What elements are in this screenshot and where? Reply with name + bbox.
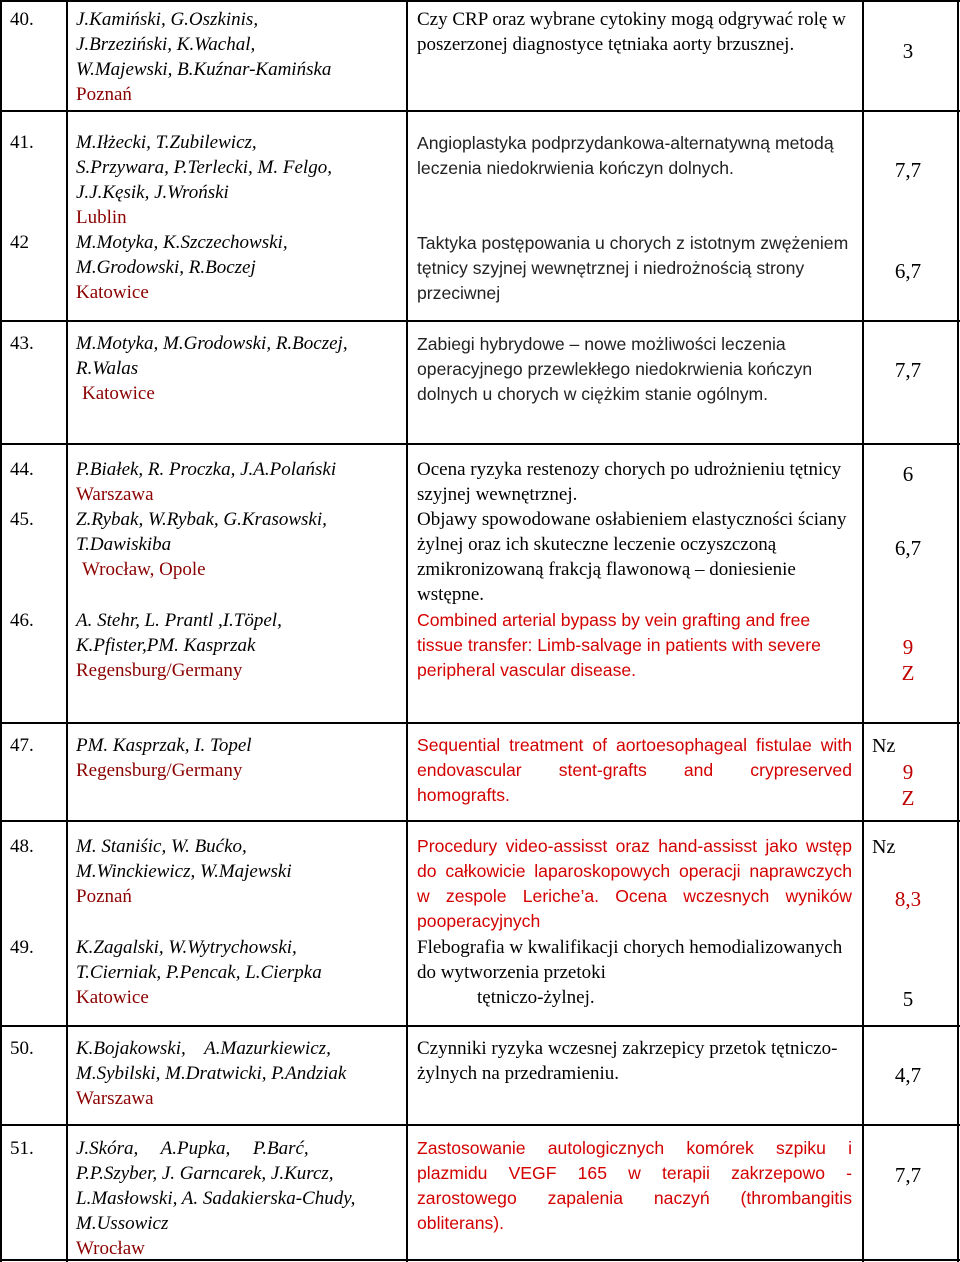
author-list (76, 608, 396, 683)
author-line: M.Motyka, M.Grodowski, R.Boczej, (76, 333, 348, 354)
score: 7,7 (894, 358, 922, 382)
abstract-title: Taktyka postępowania u chorych z istotnym zwężeniem tętnicy szyjnej wewnętrznej i niedrożnością strony przeciwnej (417, 233, 849, 303)
score: 6,7 (894, 259, 922, 283)
city-label: Regensburg/Germany (76, 660, 243, 681)
row-number: 42 (10, 232, 29, 253)
row-number: 45. (10, 509, 34, 530)
row-divider (0, 820, 960, 822)
row-divider (0, 1124, 960, 1126)
author-line: M.Iłżecki, T.Zubilewicz, (76, 132, 257, 153)
author-line: T.Dawiskiba (76, 534, 172, 555)
row-number: 48. (10, 836, 34, 857)
abstract-title: Czy CRP oraz wybrane cytokiny mogą odgrywać rolę w poszerzonej diagnostyce tętniaka aorty brzusznej. (417, 9, 846, 55)
city-label: Katowice (82, 383, 155, 404)
abstract-title-continuation: tętniczo-żylnej. (477, 987, 595, 1008)
city-label: Poznań (76, 84, 132, 105)
row-divider (0, 320, 960, 322)
author-line: K.Zagalski, W.Wytrychowski, (76, 937, 297, 958)
author-line: J.Skóra, A.Pupka, P.Barć, (76, 1138, 309, 1159)
author-list (76, 130, 396, 230)
table-border-left (0, 0, 2, 1262)
row-divider (0, 1025, 960, 1027)
abstract-title: Ocena ryzyka restenozy chorych po udrożnieniu tętnicy szyjnej wewnętrznej. (417, 459, 842, 505)
author-line: L.Masłowski, A. Sadakierska-Chudy, (76, 1188, 356, 1209)
score: 7,7 (894, 158, 922, 182)
score (862, 634, 954, 686)
author-list (76, 935, 396, 1010)
row-divider (0, 110, 960, 112)
score-suffix: Z (901, 661, 915, 685)
table-border-right (957, 0, 959, 1262)
author-list (76, 834, 396, 909)
author-line: K.Bojakowski, A.Mazurkiewicz, (76, 1038, 331, 1059)
author-line: M.Sybilski, M.Dratwicki, P.Andziak (76, 1063, 347, 1084)
abstract-title: Zastosowanie autologicznych komórek szpiku i plazmidu VEGF 165 w terapii zakrzepowo - zarostowego zapalenia naczyń (thrombangitis obliterans). (417, 1138, 852, 1233)
author-line: S.Przywara, P.Terlecki, M. Felgo, (76, 157, 332, 178)
author-line: P.P.Szyber, J. Garncarek, J.Kurcz, (76, 1163, 334, 1184)
abstract-title: Sequential treatment of aortoesophageal fistulae with endovascular stent-grafts and crypreserved homografts. (417, 735, 852, 805)
author-line: P.Białek, R. Proczka, J.A.Polański (76, 459, 337, 480)
author-line: R.Walas (76, 358, 139, 379)
author-line: K.Pfister,PM. Kasprzak (76, 635, 256, 656)
author-line: J.J.Kęsik, J.Wroński (76, 182, 229, 203)
author-line: J.Brzeziński, K.Wachal, (76, 34, 256, 55)
score: 4,7 (894, 1063, 922, 1087)
author-list (76, 230, 396, 305)
abstract-title (417, 935, 852, 1010)
row-divider (0, 443, 960, 445)
score-prefix: Nz (872, 735, 896, 757)
row-number: 46. (10, 610, 34, 631)
score: 7,7 (894, 1163, 922, 1187)
score: 6,7 (894, 536, 922, 560)
row-number: 47. (10, 735, 34, 756)
row-number: 41. (10, 132, 34, 153)
row-number: 43. (10, 333, 34, 354)
abstract-title: Objawy spowodowane osłabieniem elastyczności ściany żylnej oraz ich skuteczne leczenie oczyszczoną zmikronizowaną frakcją flawonową – doniesienie wstępne. (417, 509, 847, 605)
abstract-title: Czynniki ryzyka wczesnej zakrzepicy przetok tętniczo-żylnych na przedramieniu. (417, 1038, 838, 1084)
city-label: Lublin (76, 207, 127, 228)
score-value: 9 (902, 635, 914, 659)
abstract-title-main: Flebografia w kwalifikacji chorych hemodializowanych do wytworzenia przetoki (417, 937, 843, 983)
score-value: 9 (902, 760, 914, 784)
score-prefix: Nz (872, 836, 896, 858)
abstract-title: Combined arterial bypass by vein grafting and free tissue transfer: Limb-salvage in patients with severe peripheral vascular disease. (417, 610, 821, 680)
author-list (76, 1136, 396, 1261)
abstract-title: Procedury video-assisst oraz hand-assisst jako wstęp do całkowicie laparoskopowych operacji naprawczych w zespole Leriche’a. Ocena wczesnych wyników pooperacyjnych (417, 836, 852, 931)
score: 5 (902, 987, 914, 1011)
city-label: Regensburg/Germany (76, 760, 243, 781)
score: 6 (902, 462, 914, 486)
author-line: M.Grodowski, R.Boczej (76, 257, 256, 278)
author-line: T.Cierniak, P.Pencak, L.Cierpka (76, 962, 322, 983)
city-label: Wrocław (76, 1238, 145, 1259)
city-label: Warszawa (76, 1088, 154, 1109)
author-line: M.Winckiewicz, W.Majewski (76, 861, 292, 882)
column-divider (66, 0, 68, 1262)
author-line: W.Majewski, B.Kuźnar-Kamińska (76, 59, 332, 80)
author-list (76, 733, 396, 783)
column-divider (406, 0, 408, 1262)
author-list (76, 1036, 396, 1111)
row-number: 50. (10, 1038, 34, 1059)
author-list (76, 507, 396, 582)
score: 3 (902, 39, 914, 63)
city-label: Wrocław, Opole (82, 559, 206, 580)
author-line: Z.Rybak, W.Rybak, G.Krasowski, (76, 509, 327, 530)
score: 8,3 (894, 887, 922, 911)
city-label: Katowice (76, 987, 149, 1008)
score-suffix: Z (901, 786, 915, 810)
row-number: 51. (10, 1138, 34, 1159)
author-line: M.Ussowicz (76, 1213, 169, 1234)
row-number: 44. (10, 459, 34, 480)
author-line: M. Staniśic, W. Bućko, (76, 836, 247, 857)
author-list (76, 331, 396, 406)
author-line: A. Stehr, L. Prantl ,I.Töpel, (76, 610, 282, 631)
author-line: PM. Kasprzak, I. Topel (76, 735, 252, 756)
author-list (76, 7, 396, 107)
author-line: M.Motyka, K.Szczechowski, (76, 232, 288, 253)
author-line: J.Kamiński, G.Oszkinis, (76, 9, 259, 30)
author-list (76, 457, 396, 507)
abstract-title: Angioplastyka podprzydankowa-alternatywną metodą leczenia niedokrwienia kończyn dolnych. (417, 133, 834, 178)
row-number: 40. (10, 9, 34, 30)
abstract-title: Zabiegi hybrydowe – nowe możliwości leczenia operacyjnego przewlekłego niedokrwienia kończyn dolnych u chorych w ciężkim stanie ogólnym. (417, 334, 813, 404)
row-divider (0, 722, 960, 724)
table-border-top (0, 0, 960, 2)
city-label: Warszawa (76, 484, 154, 505)
city-label: Poznań (76, 886, 132, 907)
score (862, 759, 954, 811)
city-label: Katowice (76, 282, 149, 303)
row-number: 49. (10, 937, 34, 958)
